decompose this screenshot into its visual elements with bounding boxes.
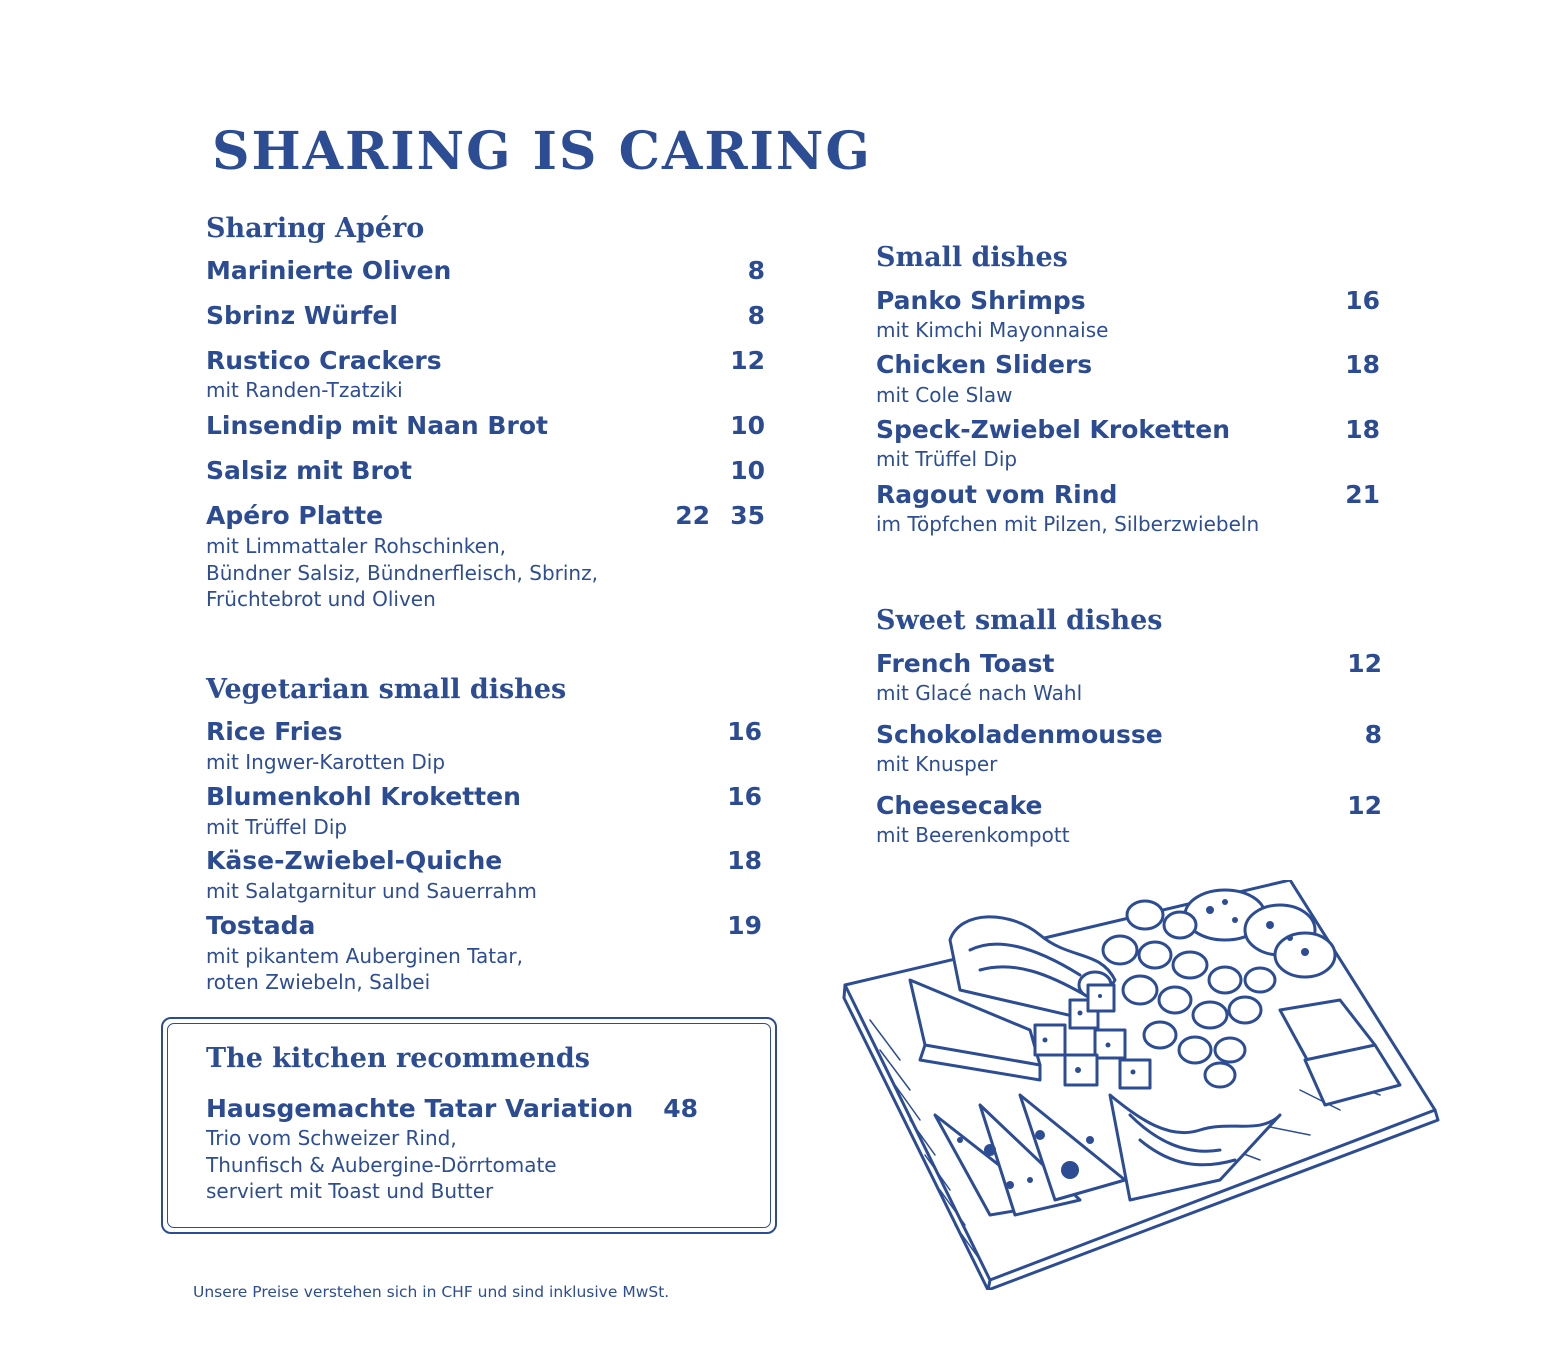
item-description: mit Glacé nach Wahl (876, 681, 1083, 705)
item-description: mit Salatgarnitur und Sauerrahm (206, 879, 537, 903)
section-title-recommends: The kitchen recommends (206, 1043, 590, 1074)
item-description: mit Knusper (876, 752, 998, 776)
item-description: serviert mit Toast und Butter (206, 1179, 494, 1203)
item-name: Cheesecake (876, 791, 1043, 820)
item-price: 16 (727, 717, 762, 746)
section-title-small-dishes: Small dishes (876, 242, 1068, 273)
item-description: mit Cole Slaw (876, 383, 1013, 407)
item-name: Sbrinz Würfel (206, 301, 398, 330)
item-price: 8 (747, 301, 765, 330)
item-description: im Töpfchen mit Pilzen, Silberzwiebeln (876, 512, 1260, 536)
item-price: 16 (1345, 286, 1380, 315)
item-description: mit Trüffel Dip (876, 447, 1018, 471)
item-price-small: 22 (675, 501, 710, 530)
item-price: 21 (1345, 480, 1380, 509)
item-description: Früchtebrot und Oliven (206, 587, 436, 611)
item-price: 12 (1347, 791, 1382, 820)
item-description: mit pikantem Auberginen Tatar, (206, 944, 523, 968)
item-price: 48 (663, 1094, 698, 1123)
page-title: SHARING IS CARING (212, 121, 872, 182)
item-price: 10 (730, 456, 765, 485)
item-name: Tostada (206, 911, 316, 940)
item-price: 18 (1345, 415, 1380, 444)
item-name: Rustico Crackers (206, 346, 442, 375)
item-name: Blumenkohl Kroketten (206, 782, 521, 811)
item-name: French Toast (876, 649, 1055, 678)
item-description: mit Beerenkompott (876, 823, 1070, 847)
item-description: mit Ingwer-Karotten Dip (206, 750, 446, 774)
footnote: Unsere Preise verstehen sich in CHF und sind inklusive MwSt. (193, 1283, 670, 1301)
cheese-platter-illustration (840, 880, 1440, 1290)
item-name: Panko Shrimps (876, 286, 1086, 315)
section-title-vegetarian: Vegetarian small dishes (206, 674, 567, 705)
item-price: 35 (730, 501, 765, 530)
section-title-sweet: Sweet small dishes (876, 605, 1163, 636)
item-price: 8 (747, 256, 765, 285)
item-name: Salsiz mit Brot (206, 456, 412, 485)
item-price: 18 (1345, 350, 1380, 379)
item-price: 8 (1364, 720, 1382, 749)
section-title-sharing-apero: Sharing Apéro (206, 213, 425, 244)
item-description: Trio vom Schweizer Rind, (206, 1126, 457, 1150)
item-name: Schokoladenmousse (876, 720, 1163, 749)
item-price: 12 (730, 346, 765, 375)
item-name: Käse-Zwiebel-Quiche (206, 846, 503, 875)
item-name: Hausgemachte Tatar Variation (206, 1094, 634, 1123)
item-name: Apéro Platte (206, 501, 384, 530)
item-name: Marinierte Oliven (206, 256, 452, 285)
item-name: Rice Fries (206, 717, 343, 746)
item-name: Ragout vom Rind (876, 480, 1118, 509)
item-description: mit Randen-Tzatziki (206, 378, 403, 402)
item-price: 10 (730, 411, 765, 440)
item-description: mit Limmattaler Rohschinken, (206, 534, 506, 558)
item-description: mit Kimchi Mayonnaise (876, 318, 1109, 342)
item-name: Linsendip mit Naan Brot (206, 411, 548, 440)
item-description: mit Trüffel Dip (206, 815, 348, 839)
item-description: Thunfisch & Aubergine-Dörrtomate (206, 1152, 557, 1177)
item-price: 12 (1347, 649, 1382, 678)
item-price: 16 (727, 782, 762, 811)
item-name: Speck-Zwiebel Kroketten (876, 415, 1230, 444)
item-description: roten Zwiebeln, Salbei (206, 970, 431, 994)
item-price: 19 (727, 911, 762, 940)
item-price: 18 (727, 846, 762, 875)
item-name: Chicken Sliders (876, 350, 1093, 379)
item-description: Bündner Salsiz, Bündnerfleisch, Sbrinz, (206, 560, 598, 585)
